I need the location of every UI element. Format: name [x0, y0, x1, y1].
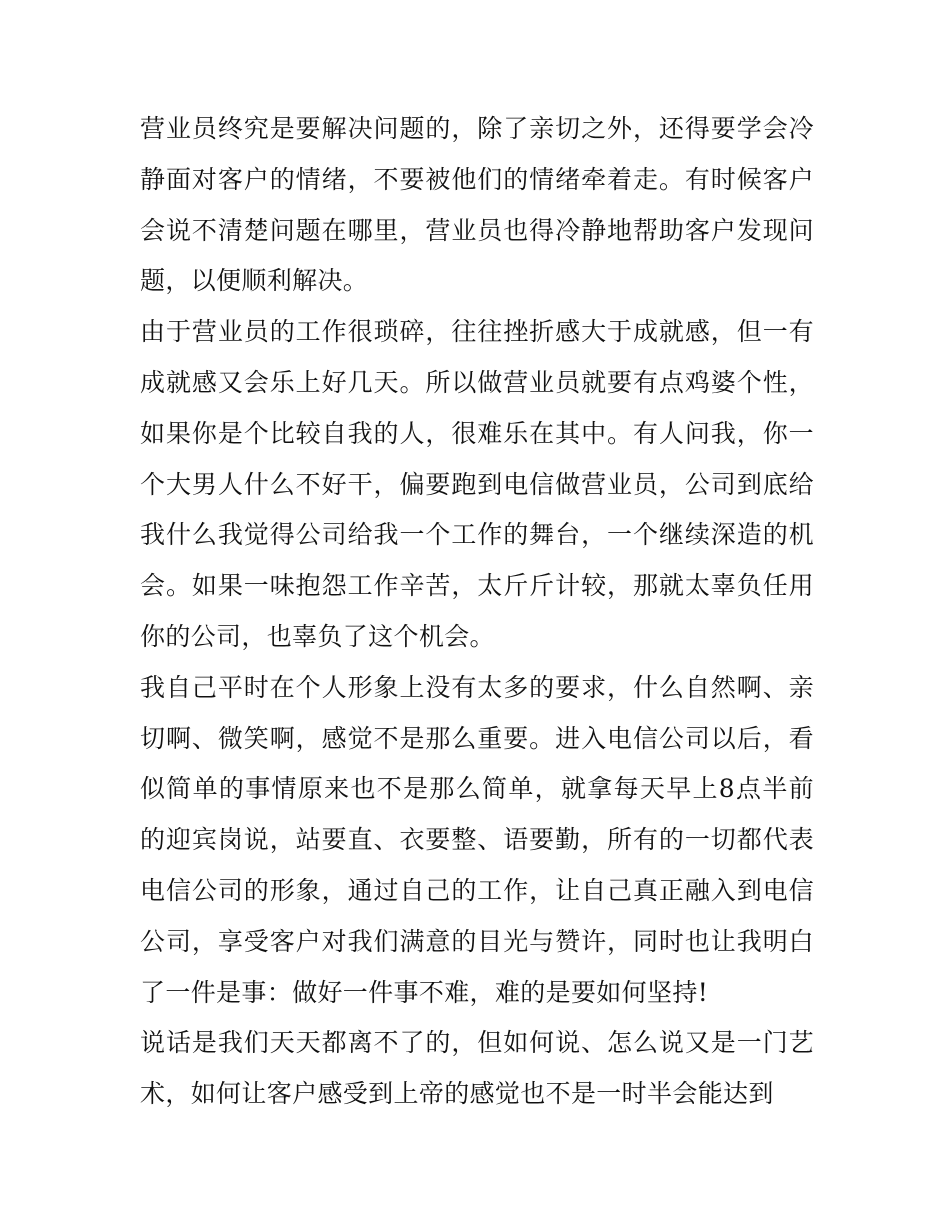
document-body — [140, 104, 814, 1120]
paragraph-3: 我自己平时在个人形象上没有太多的要求，什么自然啊、亲切啊、微笑啊，感觉不是那么重要。进入电信公司以后，看似简单的事情原来也不是那么简单，就拿每天早上8点半前的迎宾岗说，站要直、衣要整、语要勤，所有的一切都代表电信公司的形象，通过自己的工作，让自己真正融入到电信公司，享受客户对我们满意的目光与赞许，同时也让我明白了一件是事：做好一件事不难，难的是要如何坚持! — [140, 672, 814, 1007]
paragraph-2: 由于营业员的工作很琐碎，往往挫折感大于成就感，但一有成就感又会乐上好几天。所以做营业员就要有点鸡婆个性，如果你是个比较自我的人，很难乐在其中。有人问我，你一个大男人什么不好干，偏要跑到电信做营业员，公司到底给我什么我觉得公司给我一个工作的舞台，一个继续深造的机会。如果一味抱怨工作辛苦，太斤斤计较，那就太辜负任用你的公司，也辜负了这个机会。 — [140, 317, 814, 651]
paragraph-1: 营业员终究是要解决问题的，除了亲切之外，还得要学会冷静面对客户的情绪，不要被他们的情绪牵着走。有时候客户会说不清楚问题在哪里，营业员也得冷静地帮助客户发现问题，以便顺利解决。 — [140, 114, 814, 296]
paragraph-4: 说话是我们天天都离不了的，但如何说、怎么说又是一门艺术，如何让客户感受到上帝的感觉也不是一时半会能达到 — [140, 1028, 814, 1109]
